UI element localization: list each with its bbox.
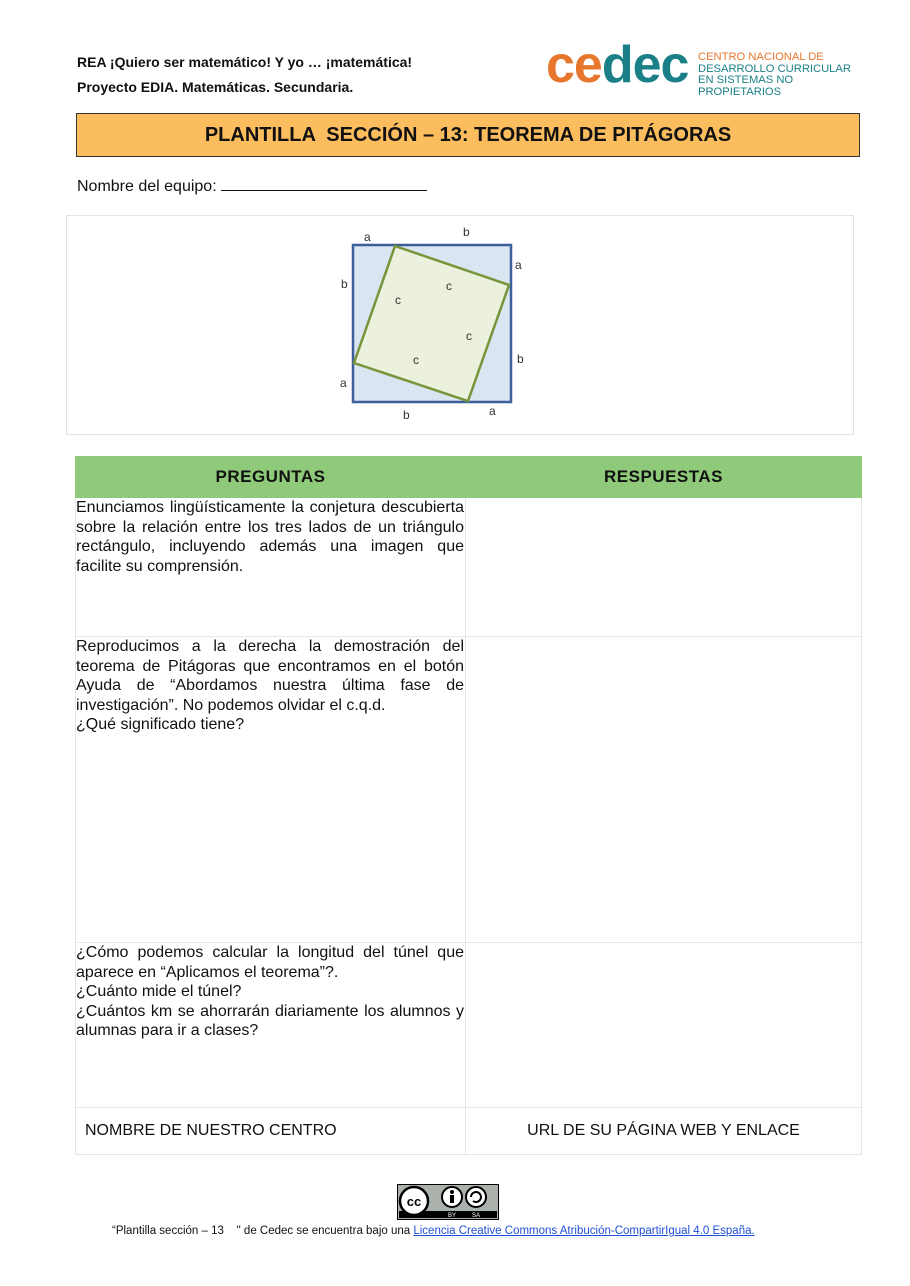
document-header	[77, 50, 412, 100]
share-alike-icon	[466, 1187, 486, 1207]
svg-text:BY: BY	[447, 1213, 457, 1219]
svg-text:SA: SA	[471, 1213, 481, 1219]
table-footer-row	[76, 1108, 862, 1155]
label-top-a: a	[364, 230, 371, 244]
pythagoras-figure	[66, 215, 854, 435]
question-cell: ¿Cómo podemos calcular la longitud del túnel que aparece en “Aplicamos el teorema”?. ¿Cuánto mide el túnel? ¿Cuántos km se ahorrarán diariamente los alumnos y alumnas para ir a clases?	[76, 943, 466, 1108]
team-name-blank-line[interactable]	[221, 176, 427, 191]
header-line-1: REA ¡Quiero ser matemático! Y yo … ¡matemática!	[77, 54, 413, 70]
label-c-3: c	[466, 329, 472, 343]
answer-cell[interactable]	[466, 498, 862, 637]
svg-text:cc: cc	[406, 1194, 422, 1209]
creative-commons-badge	[397, 1184, 499, 1220]
license-text: “Plantilla sección – 13 " de Cedec se encuentra bajo una	[112, 1225, 414, 1237]
label-right-a: a	[515, 258, 522, 272]
label-bottom-b: b	[403, 408, 410, 422]
pythagoras-diagram	[67, 216, 855, 436]
table-row	[76, 498, 862, 637]
header-line-2: Proyecto EDIA. Matemáticas. Secundaria.	[77, 79, 354, 95]
logo-wordmark: cedec	[546, 36, 689, 94]
label-left-a: a	[340, 376, 347, 390]
team-name-field	[77, 176, 427, 196]
column-header-answers: RESPUESTAS	[466, 457, 862, 498]
label-right-b: b	[517, 352, 524, 366]
label-c-4: c	[413, 353, 419, 367]
table-row	[76, 637, 862, 943]
answer-cell[interactable]	[466, 637, 862, 943]
label-top-b: b	[463, 225, 470, 239]
license-credit	[112, 1225, 755, 1237]
questions-table	[75, 456, 862, 1155]
label-c-2: c	[446, 279, 452, 293]
page-title: PLANTILLA SECCIÓN – 13: TEOREMA DE PITÁGORAS	[76, 113, 860, 157]
label-left-b: b	[341, 277, 348, 291]
school-url-cell[interactable]: URL DE SU PÁGINA WEB Y ENLACE	[466, 1108, 862, 1155]
answer-cell[interactable]	[466, 943, 862, 1108]
question-cell: Reproducimos a la derecha la demostración del teorema de Pitágoras que encontramos en el botón Ayuda de “Abordamos nuestra última fase de investigación”. No podemos olvidar el c.q.d. ¿Qué significado tiene?	[76, 637, 466, 943]
school-name-cell[interactable]: NOMBRE DE NUESTRO CENTRO	[76, 1108, 466, 1155]
license-link[interactable]: Licencia Creative Commons Atribución-CompartirIgual 4.0 España.	[413, 1225, 755, 1237]
column-header-questions: PREGUNTAS	[76, 457, 466, 498]
cedec-logo	[546, 36, 866, 98]
label-c-1: c	[395, 293, 401, 307]
question-cell: Enunciamos lingüísticamente la conjetura descubierta sobre la relación entre los tres lados de un triángulo rectángulo, incluyendo además una imagen que facilite su comprensión.	[76, 498, 466, 637]
logo-subtitle: CENTRO NACIONAL DE DESARROLLO CURRICULAR EN SISTEMAS NO PROPIETARIOS	[698, 51, 851, 98]
label-bottom-a: a	[489, 404, 496, 418]
table-row	[76, 943, 862, 1108]
team-name-label: Nombre del equipo:	[77, 178, 217, 195]
